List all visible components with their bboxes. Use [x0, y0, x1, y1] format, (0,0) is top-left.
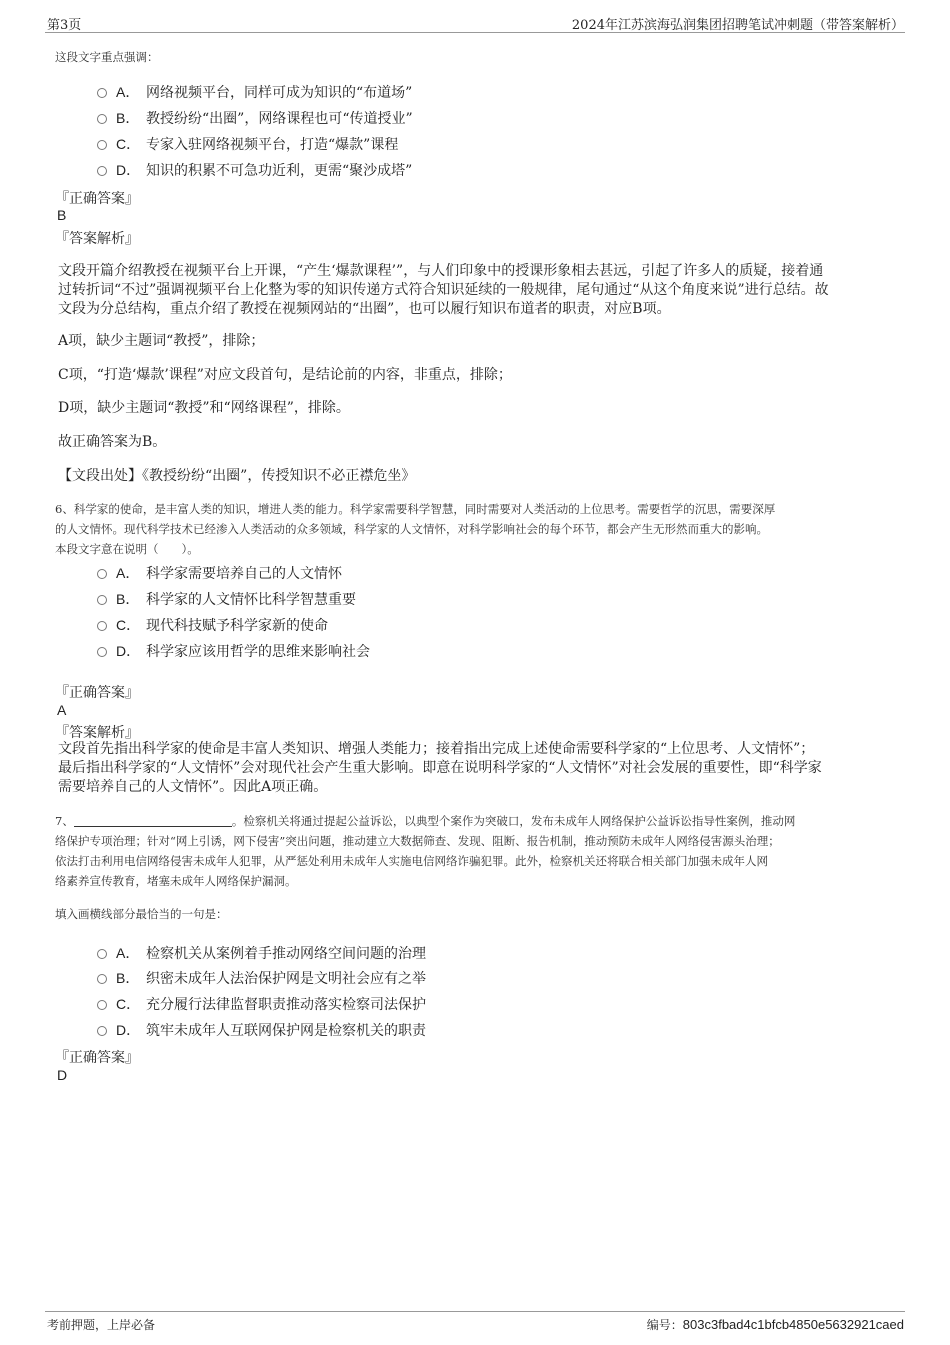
option-letter: A． — [116, 565, 140, 581]
q5-point-a: A项，缺少主题词“教授”，排除； — [58, 333, 265, 349]
q7-option-c[interactable] — [97, 994, 426, 1014]
q6-analysis — [58, 740, 903, 797]
stem-line — [55, 811, 905, 831]
footer-slogan: 考前押题，上岸必备 — [47, 1318, 156, 1332]
stem-line: 本段文字意在说明（ ）。 — [55, 542, 199, 556]
question-number: 7、 — [55, 814, 74, 828]
option-letter: B． — [116, 110, 140, 126]
option-letter: D． — [116, 162, 141, 178]
option-text: 知识的积累不可急功近利，更需“聚沙成塔” — [146, 163, 413, 179]
option-letter: C． — [116, 136, 141, 152]
option-letter: A． — [116, 84, 140, 100]
fill-blank — [74, 814, 232, 827]
radio-icon[interactable] — [97, 974, 107, 984]
radio-icon[interactable] — [97, 569, 107, 579]
radio-icon[interactable] — [97, 949, 107, 959]
option-text: 织密未成年人法治保护网是文明社会应有之举 — [146, 971, 426, 987]
stem-line: 络保护专项治理；针对“网上引诱，网下侵害”突出问题，推动建立大数据筛查、发现、阻断、报告机制，推动预防未成年人网络侵害源头治理； — [55, 834, 780, 848]
option-letter: B． — [116, 591, 140, 607]
q7-stem — [55, 811, 905, 891]
q5-conclusion: 故正确答案为B。 — [58, 434, 167, 450]
q6-analysis-label: 『答案解析』 — [55, 725, 139, 741]
analysis-line: 过转折词“不过”强调视频平台上化整为零的知识传递方式符合知识延续的一般规律，尾句通过“从这个角度来说”进行总结。故 — [58, 282, 829, 298]
option-text: 网络视频平台，同样可成为知识的“布道场” — [146, 85, 413, 101]
option-letter: A． — [116, 945, 140, 961]
q5-option-a[interactable] — [97, 82, 412, 102]
option-text: 科学家的人文情怀比科学智慧重要 — [146, 592, 356, 608]
analysis-line: 文段首先指出科学家的使命是丰富人类知识、增强人类能力；接着指出完成上述使命需要科学家的“上位思考、人文情怀”； — [58, 741, 815, 757]
footer-code — [647, 1316, 904, 1333]
option-text: 现代科技赋予科学家新的使命 — [146, 618, 328, 634]
q6-option-d[interactable] — [97, 641, 370, 661]
q5-answer: B — [57, 207, 67, 223]
q5-option-c[interactable] — [97, 134, 398, 154]
radio-icon[interactable] — [97, 621, 107, 631]
option-text: 科学家需要培养自己的人文情怀 — [146, 566, 342, 582]
q6-option-c[interactable] — [97, 615, 328, 635]
option-text: 充分履行法律监督职责推动落实检察司法保护 — [146, 997, 426, 1013]
radio-icon[interactable] — [97, 114, 107, 124]
q5-stem-tail: 这段文字重点强调： — [55, 50, 159, 64]
stem-line: 络素养宣传教育，堵塞未成年人网络保护漏洞。 — [55, 874, 297, 888]
analysis-line: 文段为分总结构，重点介绍了教授在视频网站的“出圈”，也可以履行知识布道者的职责，对应B项。 — [58, 301, 671, 317]
stem-line: 的人文情怀。现代科学技术已经渗入人类活动的众多领域，科学家的人文情怀，对科学影响社会的每个环节，都会产生无形然而重大的影响。 — [55, 522, 768, 536]
q5-point-d: D项，缺少主题词“教授”和“网络课程”，排除。 — [58, 400, 350, 416]
page-number: 第3页 — [47, 18, 82, 33]
q5-option-b[interactable] — [97, 108, 413, 128]
option-text: 科学家应该用哲学的思维来影响社会 — [146, 644, 370, 660]
q7-option-a[interactable] — [97, 943, 426, 963]
q7-option-b[interactable] — [97, 968, 426, 988]
radio-icon[interactable] — [97, 595, 107, 605]
q7-option-d[interactable] — [97, 1020, 426, 1040]
analysis-line: 最后指出科学家的“人文情怀”会对现代社会产生重大影响。即意在说明科学家的“人文情怀”对社会发展的重要性，即“科学家 — [58, 760, 822, 776]
option-letter: D． — [116, 1022, 141, 1038]
q5-analysis-label: 『答案解析』 — [55, 231, 139, 247]
q7-prompt: 填入画横线部分最恰当的一句是： — [55, 907, 228, 921]
radio-icon[interactable] — [97, 1026, 107, 1036]
q6-option-b[interactable] — [97, 589, 356, 609]
stem-line: 6、科学家的使命，是丰富人类的知识，增进人类的能力。科学家需要科学智慧，同时需要对人类活动的上位思考。需要哲学的沉思，需要深厚 — [55, 502, 776, 516]
radio-icon[interactable] — [97, 88, 107, 98]
option-letter: D． — [116, 643, 141, 659]
radio-icon[interactable] — [97, 166, 107, 176]
q5-source: 【文段出处】《教授纷纷“出圈”，传授知识不必正襟危坐》 — [58, 468, 416, 484]
q6-option-a[interactable] — [97, 563, 342, 583]
option-text: 专家入驻网络视频平台，打造“爆款”课程 — [146, 137, 399, 153]
q6-answer-label: 『正确答案』 — [55, 685, 139, 701]
option-letter: C． — [116, 996, 141, 1012]
footer-code-value: 803c3fbad4c1bfcb4850e5632921caed — [682, 1317, 904, 1332]
option-letter: C． — [116, 617, 141, 633]
radio-icon[interactable] — [97, 647, 107, 657]
q6-stem — [55, 499, 905, 559]
option-text: 筑牢未成年人互联网保护网是检察机关的职责 — [146, 1023, 426, 1039]
footer-divider — [45, 1311, 905, 1312]
q5-option-d[interactable] — [97, 160, 412, 180]
radio-icon[interactable] — [97, 1000, 107, 1010]
q6-answer: A — [57, 702, 67, 718]
stem-line: 依法打击利用电信网络侵害未成年人犯罪，从严惩处利用未成年人实施电信网络诈骗犯罪。此外，检察机关还将联合相关部门加强未成年人网 — [55, 854, 768, 868]
footer-code-label: 编号： — [646, 1318, 683, 1332]
analysis-line: 需要培养自己的人文情怀”。因此A项正确。 — [58, 779, 328, 795]
option-text: 检察机关从案例着手推动网络空间问题的治理 — [146, 946, 426, 962]
radio-icon[interactable] — [97, 140, 107, 150]
q7-answer: D — [57, 1067, 68, 1083]
analysis-line: 文段开篇介绍教授在视频平台上开课，“产生‘爆款课程’”，与人们印象中的授课形象相去甚远，引起了许多人的质疑，接着通 — [58, 263, 824, 279]
q5-answer-label: 『正确答案』 — [55, 191, 139, 207]
q7-answer-label: 『正确答案』 — [55, 1050, 139, 1066]
option-letter: B． — [116, 970, 140, 986]
document-title: 2024年江苏滨海弘润集团招聘笔试冲刺题（带答案解析） — [571, 18, 904, 33]
q5-point-c: C项，“打造‘爆款’课程”对应文段首句，是结论前的内容，非重点，排除； — [58, 367, 512, 383]
q5-analysis — [58, 262, 903, 319]
stem-first-text: 。检察机关将通过提起公益诉讼，以典型个案作为突破口，发布未成年人网络保护公益诉讼指导性案例，推动网 — [231, 814, 796, 828]
option-text: 教授纷纷“出圈”，网络课程也可“传道授业” — [146, 111, 413, 127]
header-divider — [45, 32, 905, 33]
